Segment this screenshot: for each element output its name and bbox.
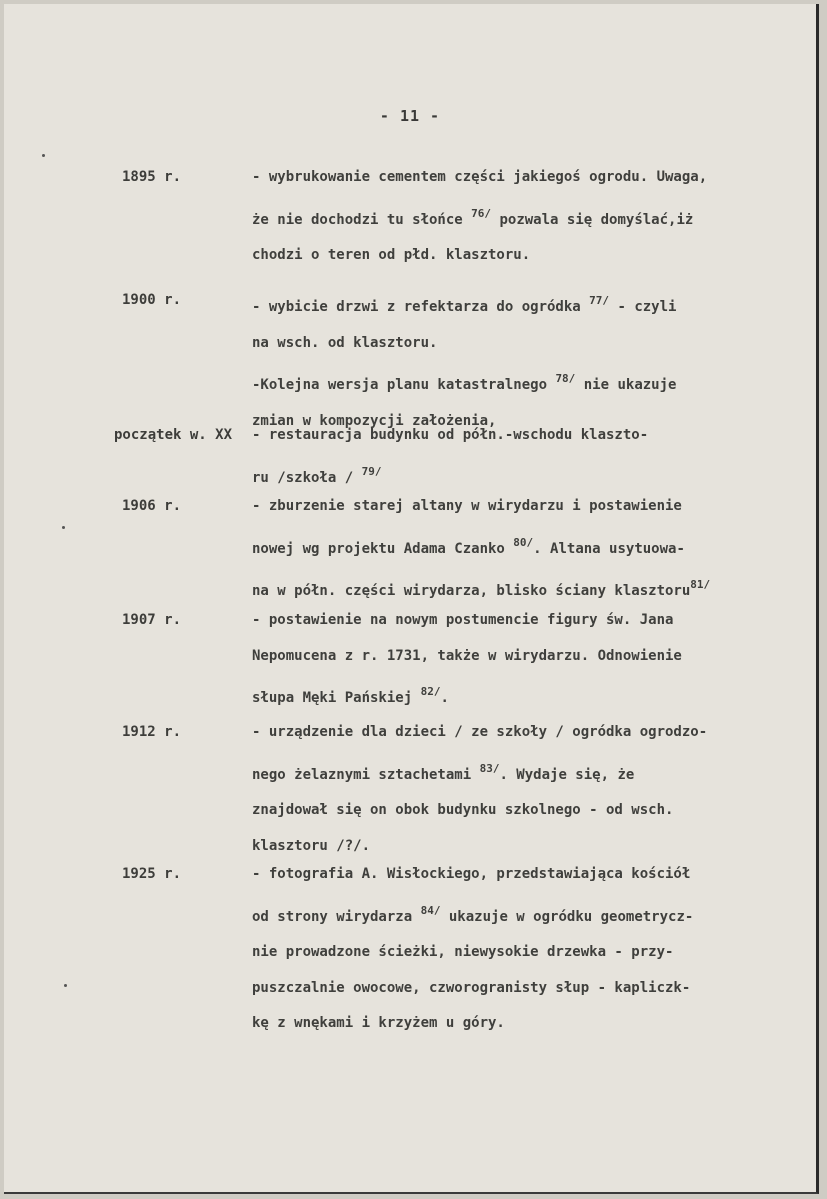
page-number: - 11 - — [379, 107, 441, 125]
entry-date: 1912 r. — [122, 724, 182, 740]
text-line — [252, 935, 807, 971]
text-line — [252, 971, 807, 1007]
text-line — [252, 1006, 807, 1042]
text-line — [252, 857, 807, 893]
line-text: - wybrukowanie cementem części jakiegoś ogrodu. Uwaga, — [252, 169, 708, 185]
line-text: Nepomucena z r. 1731, także w wirydarzu. Odnowienie — [252, 647, 682, 664]
entry-date: 1900 r. — [122, 292, 182, 308]
text-line — [252, 283, 807, 326]
entry-date: początek w. XX — [114, 427, 233, 443]
line-text-tail: pozwala się domyślać,iż — [491, 211, 694, 228]
line-text-tail: . — [440, 690, 449, 706]
line-text-tail: nie ukazuje — [575, 377, 677, 393]
footnote-ref: 76/ — [471, 206, 492, 220]
line-text-tail: - czyli — [609, 299, 677, 315]
line-text: że nie dochodzi tu słońce — [252, 211, 472, 228]
line-text: od strony wirydarza — [252, 908, 421, 925]
entry-date: 1907 r. — [122, 612, 182, 628]
text-line — [252, 326, 807, 362]
text-line — [252, 793, 807, 829]
text-line — [252, 238, 807, 274]
footnote-ref: 78/ — [555, 372, 576, 385]
line-text: - fotografia A. Wisłockiego, przedstawiająca kościół — [252, 866, 691, 882]
entry-text — [252, 283, 807, 439]
text-line — [252, 639, 807, 675]
document-page — [4, 4, 819, 1194]
footnote-ref: 82/ — [420, 685, 441, 698]
line-text: klasztoru /?/. — [252, 837, 371, 854]
line-text: - postawienie na nowym postumencie figury św. Jana — [252, 612, 674, 628]
line-text-tail: . Altana usytuowa- — [533, 540, 685, 557]
footnote-ref: 83/ — [479, 761, 500, 775]
text-line — [252, 525, 807, 568]
entry-date: 1925 r. — [122, 866, 182, 882]
footnote-ref: 84/ — [420, 903, 441, 917]
text-line — [252, 418, 807, 454]
line-text: - restauracja budynku od półn.-wschodu klaszto- — [252, 427, 649, 443]
entry-text — [252, 715, 807, 864]
footnote-ref: 79/ — [361, 464, 382, 478]
text-line — [252, 893, 807, 936]
text-line — [252, 715, 807, 751]
entry-date: 1906 r. — [122, 498, 182, 514]
text-line — [252, 160, 807, 196]
entry-text — [252, 418, 807, 496]
line-text: na w półn. części wirydarza, blisko ściany klasztoru — [252, 583, 691, 599]
line-text: chodzi o teren od płd. klasztoru. — [252, 247, 531, 263]
paper-speck — [62, 526, 65, 529]
text-line — [252, 196, 807, 239]
entry-text — [252, 857, 807, 1042]
text-line — [252, 361, 807, 404]
entry-text — [252, 603, 807, 717]
line-text: puszczalnie owocowe, czworogranisty słup - kapliczk- — [252, 979, 691, 996]
entry-date: 1895 r. — [122, 169, 182, 185]
text-line — [252, 674, 807, 717]
line-text: kę z wnękami i krzyżem u góry. — [252, 1015, 505, 1031]
line-text: ru /szkoła / — [252, 469, 362, 486]
line-text-tail: . Wydaje się, że — [499, 766, 635, 783]
footnote-ref: 80/ — [513, 535, 534, 549]
line-text: nowej wg projektu Adama Czanko — [252, 540, 514, 557]
text-line — [252, 603, 807, 639]
paper-speck — [42, 154, 45, 157]
text-line — [252, 751, 807, 794]
line-text: na wsch. od klasztoru. — [252, 334, 438, 351]
line-text: nego żelaznymi sztachetami — [252, 766, 480, 783]
line-text: nie prowadzone ścieżki, niewysokie drzewka - przy- — [252, 944, 674, 960]
paper-speck — [64, 984, 67, 987]
line-text: - zburzenie starej altany w wirydarzu i postawienie — [252, 498, 682, 514]
line-text: zmian w kompozycji założenia, — [252, 412, 497, 429]
line-text: - wybicie drzwi z refektarza do ogródka — [252, 299, 590, 315]
entry-text — [252, 489, 807, 610]
line-text: słupa Męki Pańskiej — [252, 690, 421, 706]
line-text: -Kolejna wersja planu katastralnego — [252, 377, 556, 393]
line-text: znajdował się on obok budynku szkolnego - od wsch. — [252, 802, 674, 818]
footnote-ref: 81/ — [690, 578, 711, 591]
text-line — [252, 489, 807, 525]
line-text: - urządzenie dla dzieci / ze szkoły / ogródka ogrodzo- — [252, 724, 708, 740]
entry-text — [252, 160, 807, 274]
line-text-tail: ukazuje w ogródku geometrycz- — [440, 908, 694, 925]
footnote-ref: 77/ — [589, 294, 610, 307]
